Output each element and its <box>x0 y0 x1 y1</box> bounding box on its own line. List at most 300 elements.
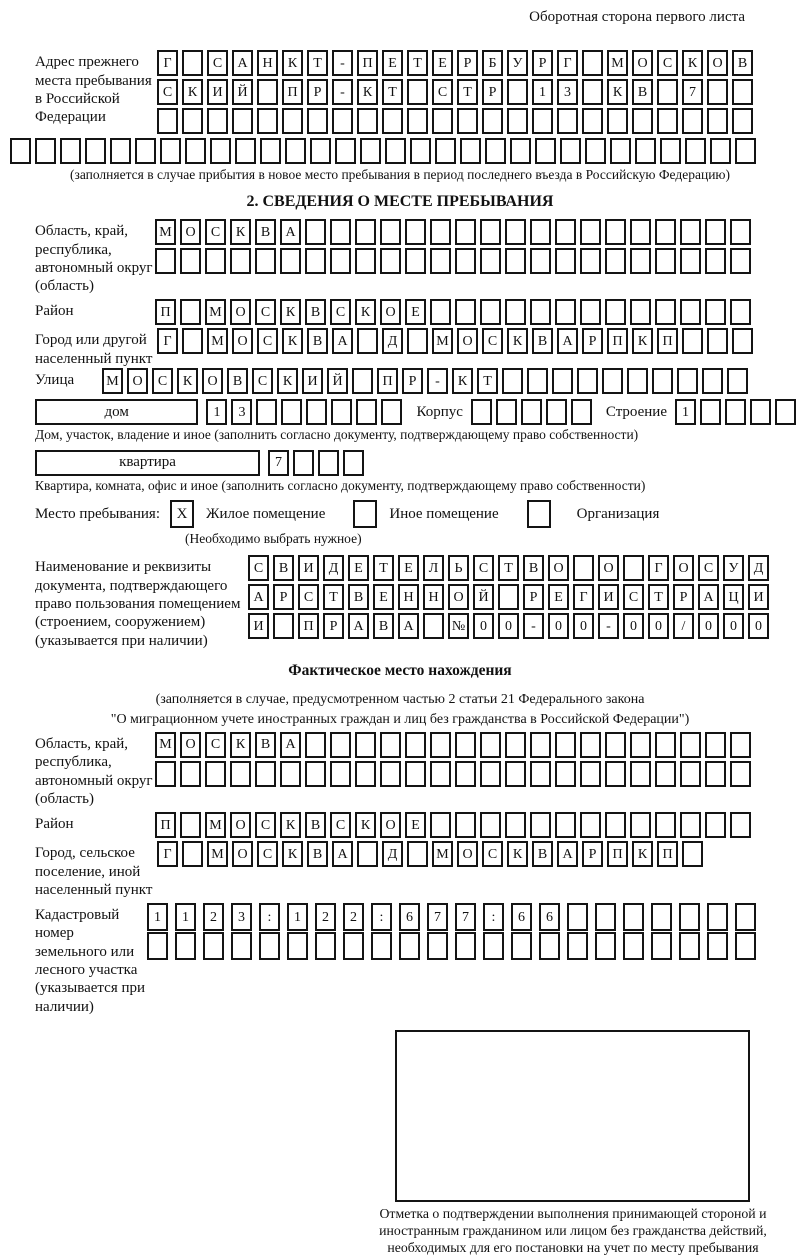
char-box[interactable] <box>580 812 601 838</box>
char-box[interactable]: Е <box>373 584 394 610</box>
char-box[interactable]: С <box>698 555 719 581</box>
char-box[interactable]: С <box>330 299 351 325</box>
char-box[interactable]: А <box>557 328 578 354</box>
char-box[interactable]: К <box>355 812 376 838</box>
char-box[interactable] <box>235 138 256 164</box>
char-box[interactable]: С <box>257 841 278 867</box>
char-box[interactable]: У <box>723 555 744 581</box>
char-box[interactable] <box>330 219 351 245</box>
char-box[interactable] <box>480 732 501 758</box>
char-box[interactable]: С <box>482 841 503 867</box>
char-box[interactable]: А <box>332 328 353 354</box>
char-box[interactable] <box>710 138 731 164</box>
char-box[interactable]: О <box>232 328 253 354</box>
char-box[interactable]: О <box>180 219 201 245</box>
char-box[interactable] <box>560 138 581 164</box>
char-box[interactable] <box>135 138 156 164</box>
char-box[interactable]: К <box>182 79 203 105</box>
char-box[interactable]: П <box>657 841 678 867</box>
char-box[interactable]: 2 <box>203 903 224 931</box>
char-box[interactable] <box>623 932 644 960</box>
char-box[interactable] <box>730 299 751 325</box>
char-box[interactable] <box>480 761 501 787</box>
char-box[interactable]: С <box>432 79 453 105</box>
char-box[interactable] <box>502 368 523 394</box>
char-box[interactable] <box>203 932 224 960</box>
char-box[interactable] <box>182 50 203 76</box>
char-box[interactable] <box>707 328 728 354</box>
char-box[interactable] <box>230 761 251 787</box>
apartment-type-box[interactable] <box>35 450 260 476</box>
char-box[interactable]: - <box>598 613 619 639</box>
char-box[interactable]: С <box>473 555 494 581</box>
char-box[interactable] <box>485 138 506 164</box>
char-box[interactable] <box>273 613 294 639</box>
char-box[interactable] <box>399 932 420 960</box>
char-box[interactable] <box>707 79 728 105</box>
char-box[interactable] <box>357 108 378 134</box>
char-box[interactable]: А <box>398 613 419 639</box>
char-box[interactable]: Ц <box>723 584 744 610</box>
char-box[interactable]: П <box>298 613 319 639</box>
char-box[interactable] <box>605 732 626 758</box>
char-box[interactable] <box>427 932 448 960</box>
char-box[interactable]: М <box>432 328 453 354</box>
char-box[interactable]: С <box>205 219 226 245</box>
char-box[interactable] <box>702 368 723 394</box>
char-box[interactable]: Т <box>382 79 403 105</box>
char-box[interactable] <box>605 299 626 325</box>
char-box[interactable] <box>580 248 601 274</box>
char-box[interactable]: Р <box>523 584 544 610</box>
char-box[interactable] <box>727 368 748 394</box>
char-box[interactable] <box>735 932 756 960</box>
char-box[interactable] <box>357 328 378 354</box>
char-box[interactable]: 1 <box>175 903 196 931</box>
char-box[interactable]: О <box>380 812 401 838</box>
char-box[interactable] <box>511 932 532 960</box>
char-box[interactable]: 7 <box>268 450 289 476</box>
char-box[interactable] <box>521 399 542 425</box>
char-box[interactable]: В <box>523 555 544 581</box>
char-box[interactable] <box>571 399 592 425</box>
char-box[interactable] <box>180 248 201 274</box>
char-box[interactable] <box>318 450 339 476</box>
char-box[interactable] <box>530 248 551 274</box>
char-box[interactable] <box>180 812 201 838</box>
char-box[interactable]: А <box>557 841 578 867</box>
char-box[interactable] <box>315 932 336 960</box>
char-box[interactable] <box>381 399 402 425</box>
char-box[interactable]: 0 <box>723 613 744 639</box>
char-box[interactable] <box>293 450 314 476</box>
char-box[interactable] <box>305 732 326 758</box>
char-box[interactable]: М <box>207 841 228 867</box>
char-box[interactable] <box>305 761 326 787</box>
char-box[interactable] <box>385 138 406 164</box>
char-box[interactable] <box>460 138 481 164</box>
char-box[interactable]: К <box>277 368 298 394</box>
char-box[interactable]: С <box>255 299 276 325</box>
char-box[interactable] <box>430 299 451 325</box>
char-box[interactable]: Р <box>673 584 694 610</box>
char-box[interactable]: А <box>232 50 253 76</box>
char-box[interactable]: Н <box>423 584 444 610</box>
char-box[interactable] <box>607 108 628 134</box>
char-box[interactable]: М <box>155 732 176 758</box>
char-box[interactable] <box>732 328 753 354</box>
char-box[interactable]: 1 <box>532 79 553 105</box>
char-box[interactable] <box>332 108 353 134</box>
char-box[interactable] <box>567 932 588 960</box>
char-box[interactable] <box>682 841 703 867</box>
char-box[interactable]: А <box>280 732 301 758</box>
char-box[interactable]: 1 <box>287 903 308 931</box>
char-box[interactable] <box>605 761 626 787</box>
char-box[interactable]: В <box>227 368 248 394</box>
char-box[interactable]: Р <box>582 328 603 354</box>
char-box[interactable]: Л <box>423 555 444 581</box>
char-box[interactable] <box>480 219 501 245</box>
char-box[interactable]: № <box>448 613 469 639</box>
char-box[interactable]: М <box>432 841 453 867</box>
char-box[interactable] <box>655 761 676 787</box>
char-box[interactable]: О <box>548 555 569 581</box>
char-box[interactable] <box>555 732 576 758</box>
char-box[interactable] <box>580 299 601 325</box>
char-box[interactable]: Д <box>382 841 403 867</box>
char-box[interactable]: С <box>157 79 178 105</box>
char-box[interactable] <box>455 812 476 838</box>
char-box[interactable] <box>655 219 676 245</box>
char-box[interactable] <box>630 732 651 758</box>
char-box[interactable] <box>405 219 426 245</box>
char-box[interactable] <box>482 108 503 134</box>
char-box[interactable] <box>157 108 178 134</box>
char-box[interactable] <box>651 932 672 960</box>
char-box[interactable]: С <box>298 584 319 610</box>
char-box[interactable] <box>705 732 726 758</box>
char-box[interactable] <box>305 219 326 245</box>
char-box[interactable] <box>652 368 673 394</box>
char-box[interactable]: К <box>280 299 301 325</box>
char-box[interactable]: В <box>255 219 276 245</box>
char-box[interactable] <box>595 903 616 931</box>
char-box[interactable] <box>775 399 796 425</box>
char-box[interactable]: Г <box>573 584 594 610</box>
char-box[interactable]: М <box>155 219 176 245</box>
char-box[interactable]: М <box>205 299 226 325</box>
char-box[interactable]: 1 <box>675 399 696 425</box>
char-box[interactable]: 6 <box>399 903 420 931</box>
char-box[interactable]: П <box>607 841 628 867</box>
char-box[interactable] <box>405 732 426 758</box>
char-box[interactable] <box>682 108 703 134</box>
char-box[interactable]: К <box>507 841 528 867</box>
char-box[interactable] <box>307 108 328 134</box>
char-box[interactable] <box>655 732 676 758</box>
char-box[interactable] <box>627 368 648 394</box>
char-box[interactable] <box>651 903 672 931</box>
char-box[interactable] <box>355 219 376 245</box>
char-box[interactable]: П <box>357 50 378 76</box>
char-box[interactable] <box>371 932 392 960</box>
char-box[interactable]: Т <box>477 368 498 394</box>
char-box[interactable]: О <box>230 299 251 325</box>
char-box[interactable] <box>282 108 303 134</box>
char-box[interactable] <box>255 248 276 274</box>
char-box[interactable] <box>430 732 451 758</box>
char-box[interactable] <box>655 812 676 838</box>
char-box[interactable] <box>85 138 106 164</box>
char-box[interactable] <box>505 812 526 838</box>
char-box[interactable] <box>455 219 476 245</box>
char-box[interactable] <box>380 761 401 787</box>
char-box[interactable]: К <box>682 50 703 76</box>
char-box[interactable] <box>685 138 706 164</box>
char-box[interactable]: : <box>483 903 504 931</box>
char-box[interactable] <box>505 732 526 758</box>
char-box[interactable]: 2 <box>315 903 336 931</box>
char-box[interactable]: О <box>457 328 478 354</box>
char-box[interactable]: Т <box>307 50 328 76</box>
char-box[interactable] <box>610 138 631 164</box>
char-box[interactable] <box>331 399 352 425</box>
house-type-box[interactable] <box>35 399 198 425</box>
char-box[interactable] <box>557 108 578 134</box>
char-box[interactable] <box>407 79 428 105</box>
char-box[interactable] <box>352 368 373 394</box>
char-box[interactable] <box>455 761 476 787</box>
char-box[interactable] <box>360 138 381 164</box>
char-box[interactable] <box>430 248 451 274</box>
char-box[interactable] <box>505 299 526 325</box>
char-box[interactable] <box>630 761 651 787</box>
char-box[interactable]: С <box>152 368 173 394</box>
char-box[interactable]: О <box>232 841 253 867</box>
char-box[interactable] <box>655 299 676 325</box>
char-box[interactable]: В <box>532 328 553 354</box>
char-box[interactable] <box>480 299 501 325</box>
char-box[interactable] <box>630 299 651 325</box>
char-box[interactable]: О <box>457 841 478 867</box>
char-box[interactable] <box>259 932 280 960</box>
char-box[interactable]: Д <box>382 328 403 354</box>
char-box[interactable] <box>707 903 728 931</box>
char-box[interactable] <box>231 932 252 960</box>
char-box[interactable] <box>555 761 576 787</box>
char-box[interactable] <box>260 138 281 164</box>
char-box[interactable] <box>455 732 476 758</box>
char-box[interactable] <box>457 108 478 134</box>
char-box[interactable] <box>705 761 726 787</box>
char-box[interactable]: 0 <box>573 613 594 639</box>
char-box[interactable] <box>343 450 364 476</box>
char-box[interactable] <box>355 732 376 758</box>
char-box[interactable] <box>210 138 231 164</box>
char-box[interactable] <box>555 219 576 245</box>
char-box[interactable]: 7 <box>427 903 448 931</box>
char-box[interactable]: Е <box>398 555 419 581</box>
char-box[interactable]: С <box>207 50 228 76</box>
char-box[interactable]: 2 <box>343 903 364 931</box>
char-box[interactable] <box>175 932 196 960</box>
char-box[interactable]: Д <box>323 555 344 581</box>
char-box[interactable] <box>680 248 701 274</box>
char-box[interactable] <box>527 368 548 394</box>
char-box[interactable]: О <box>707 50 728 76</box>
char-box[interactable] <box>567 903 588 931</box>
char-box[interactable]: Е <box>348 555 369 581</box>
char-box[interactable] <box>455 932 476 960</box>
stay-type-other-premises-checkbox[interactable] <box>353 500 377 528</box>
char-box[interactable] <box>730 761 751 787</box>
char-box[interactable] <box>343 932 364 960</box>
char-box[interactable]: С <box>623 584 644 610</box>
char-box[interactable] <box>732 79 753 105</box>
char-box[interactable] <box>355 248 376 274</box>
char-box[interactable] <box>555 812 576 838</box>
char-box[interactable] <box>602 368 623 394</box>
char-box[interactable] <box>732 108 753 134</box>
char-box[interactable]: Е <box>405 812 426 838</box>
char-box[interactable]: Й <box>327 368 348 394</box>
char-box[interactable] <box>680 732 701 758</box>
char-box[interactable] <box>532 108 553 134</box>
char-box[interactable] <box>707 932 728 960</box>
char-box[interactable]: В <box>255 732 276 758</box>
char-box[interactable]: Р <box>582 841 603 867</box>
char-box[interactable]: М <box>207 328 228 354</box>
char-box[interactable]: В <box>532 841 553 867</box>
char-box[interactable]: К <box>177 368 198 394</box>
char-box[interactable] <box>677 368 698 394</box>
char-box[interactable] <box>155 248 176 274</box>
char-box[interactable] <box>185 138 206 164</box>
char-box[interactable]: 7 <box>455 903 476 931</box>
char-box[interactable] <box>680 299 701 325</box>
char-box[interactable]: - <box>523 613 544 639</box>
char-box[interactable]: Р <box>532 50 553 76</box>
char-box[interactable]: П <box>155 812 176 838</box>
char-box[interactable]: Г <box>557 50 578 76</box>
char-box[interactable] <box>480 248 501 274</box>
char-box[interactable] <box>555 299 576 325</box>
char-box[interactable] <box>580 732 601 758</box>
char-box[interactable]: 0 <box>698 613 719 639</box>
char-box[interactable] <box>705 219 726 245</box>
char-box[interactable] <box>679 932 700 960</box>
char-box[interactable]: - <box>427 368 448 394</box>
char-box[interactable]: К <box>632 328 653 354</box>
char-box[interactable]: 1 <box>206 399 227 425</box>
char-box[interactable] <box>530 761 551 787</box>
char-box[interactable] <box>680 761 701 787</box>
char-box[interactable] <box>750 399 771 425</box>
char-box[interactable] <box>155 761 176 787</box>
char-box[interactable]: П <box>657 328 678 354</box>
char-box[interactable]: С <box>482 328 503 354</box>
char-box[interactable]: И <box>748 584 769 610</box>
char-box[interactable] <box>180 761 201 787</box>
char-box[interactable]: С <box>255 812 276 838</box>
char-box[interactable] <box>147 932 168 960</box>
char-box[interactable]: П <box>282 79 303 105</box>
char-box[interactable]: К <box>452 368 473 394</box>
char-box[interactable] <box>182 108 203 134</box>
char-box[interactable]: М <box>205 812 226 838</box>
char-box[interactable] <box>255 761 276 787</box>
char-box[interactable] <box>380 248 401 274</box>
char-box[interactable]: М <box>607 50 628 76</box>
char-box[interactable] <box>680 219 701 245</box>
char-box[interactable] <box>455 248 476 274</box>
char-box[interactable] <box>281 399 302 425</box>
char-box[interactable] <box>577 368 598 394</box>
char-box[interactable]: И <box>598 584 619 610</box>
char-box[interactable] <box>679 903 700 931</box>
char-box[interactable]: К <box>507 328 528 354</box>
char-box[interactable] <box>257 108 278 134</box>
char-box[interactable] <box>205 248 226 274</box>
char-box[interactable] <box>380 732 401 758</box>
char-box[interactable]: 7 <box>682 79 703 105</box>
char-box[interactable] <box>546 399 567 425</box>
char-box[interactable]: Н <box>398 584 419 610</box>
char-box[interactable]: О <box>632 50 653 76</box>
char-box[interactable] <box>707 108 728 134</box>
char-box[interactable]: 6 <box>539 903 560 931</box>
stay-type-organization-checkbox[interactable] <box>527 500 551 528</box>
char-box[interactable]: К <box>230 732 251 758</box>
char-box[interactable] <box>657 108 678 134</box>
char-box[interactable] <box>507 79 528 105</box>
char-box[interactable] <box>507 108 528 134</box>
char-box[interactable]: В <box>348 584 369 610</box>
char-box[interactable] <box>430 812 451 838</box>
char-box[interactable]: Р <box>323 613 344 639</box>
char-box[interactable]: С <box>330 812 351 838</box>
char-box[interactable] <box>330 732 351 758</box>
char-box[interactable]: - <box>332 79 353 105</box>
char-box[interactable] <box>355 761 376 787</box>
char-box[interactable]: С <box>205 732 226 758</box>
char-box[interactable] <box>285 138 306 164</box>
char-box[interactable]: О <box>673 555 694 581</box>
char-box[interactable] <box>582 79 603 105</box>
char-box[interactable]: К <box>282 50 303 76</box>
char-box[interactable]: О <box>598 555 619 581</box>
char-box[interactable]: П <box>607 328 628 354</box>
char-box[interactable] <box>730 219 751 245</box>
char-box[interactable]: : <box>371 903 392 931</box>
char-box[interactable]: 3 <box>231 903 252 931</box>
char-box[interactable] <box>407 108 428 134</box>
char-box[interactable]: С <box>657 50 678 76</box>
char-box[interactable]: 6 <box>511 903 532 931</box>
char-box[interactable] <box>483 932 504 960</box>
char-box[interactable]: Н <box>257 50 278 76</box>
char-box[interactable] <box>455 299 476 325</box>
char-box[interactable]: П <box>155 299 176 325</box>
char-box[interactable] <box>382 108 403 134</box>
char-box[interactable]: П <box>377 368 398 394</box>
char-box[interactable]: В <box>307 841 328 867</box>
char-box[interactable] <box>410 138 431 164</box>
char-box[interactable]: Р <box>273 584 294 610</box>
char-box[interactable]: К <box>632 841 653 867</box>
char-box[interactable] <box>207 108 228 134</box>
